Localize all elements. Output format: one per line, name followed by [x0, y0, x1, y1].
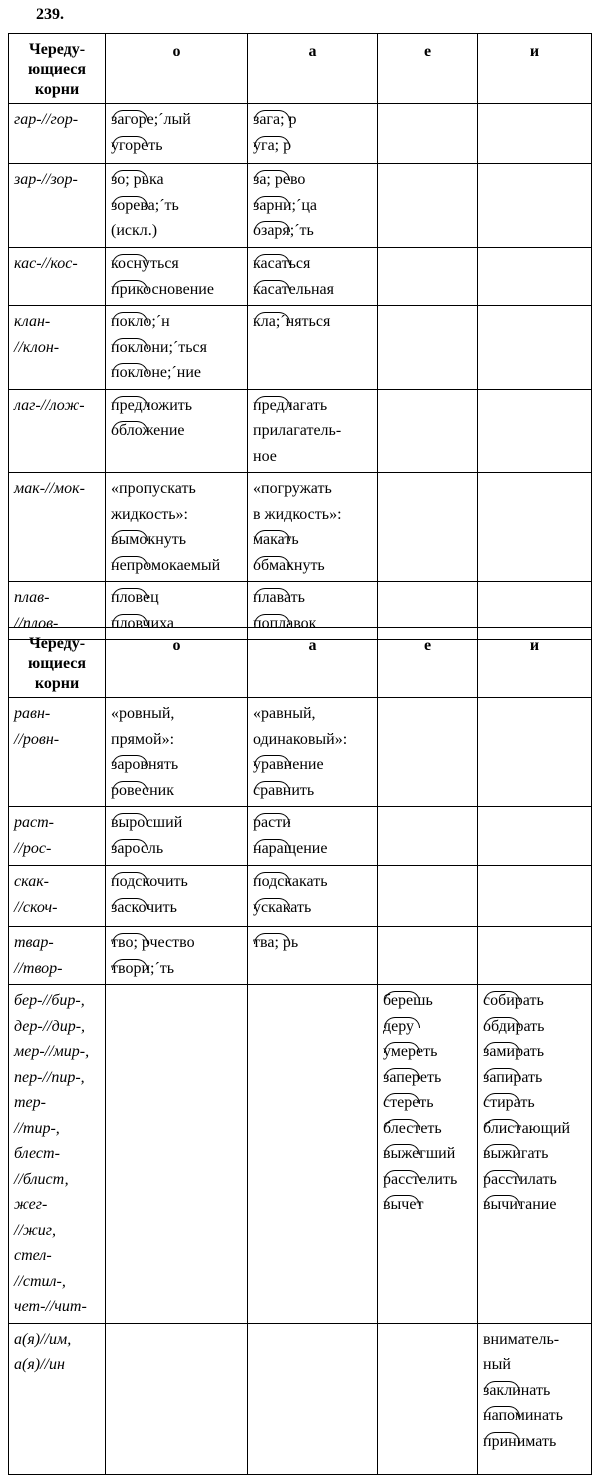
- cell-a: [248, 248, 378, 306]
- word: зага; р: [253, 107, 372, 133]
- word: уравнение: [253, 752, 372, 778]
- roots-table-part-2: [8, 627, 592, 1475]
- word: расстилать: [483, 1167, 586, 1193]
- roots-table-part-1: [8, 33, 592, 640]
- root-cell: [9, 306, 106, 390]
- word: жидкость»:: [111, 505, 188, 523]
- word: в жидкость»:: [253, 505, 342, 523]
- word: (искл.): [111, 222, 158, 239]
- word: стирать: [483, 1090, 586, 1116]
- root-line: //ровн-: [14, 730, 60, 748]
- cell-a: [248, 104, 378, 164]
- word: вымокнуть: [111, 527, 242, 553]
- word: выросший: [111, 810, 242, 836]
- word: обдирать: [483, 1014, 586, 1040]
- word: вниматель-: [483, 1330, 560, 1348]
- root-line: //клон-: [14, 338, 60, 356]
- table-row: [9, 389, 592, 473]
- cell-i: [478, 473, 592, 582]
- root-line: жег-: [14, 1196, 48, 1213]
- cell-e: [378, 985, 478, 1324]
- root-line: раст-: [14, 814, 54, 831]
- word: расстелить: [383, 1167, 472, 1193]
- word: одинаковый»:: [253, 730, 348, 748]
- word: зарни;´ца: [253, 193, 372, 219]
- cell-i: [478, 866, 592, 927]
- header-col-e: е: [378, 34, 478, 104]
- root-line: кас-//кос-: [14, 255, 78, 272]
- word: расти: [253, 810, 372, 836]
- table-row: [9, 807, 592, 866]
- root-line: //тир-,: [14, 1119, 60, 1137]
- cell-o: [106, 807, 248, 866]
- word: заскочить: [111, 895, 242, 921]
- root-line: тер-: [14, 1094, 46, 1111]
- word: твори;´ть: [111, 956, 242, 982]
- table-row: [9, 473, 592, 582]
- word: зо; рька: [111, 167, 242, 193]
- root-line: мер-//мир-,: [14, 1043, 90, 1060]
- word: прилагатель-: [253, 422, 342, 439]
- word: вычет: [383, 1192, 472, 1218]
- word: покло;´н: [111, 309, 242, 335]
- table-row: [9, 248, 592, 306]
- word: уга; р: [253, 133, 372, 159]
- root-cell: [9, 104, 106, 164]
- word: наращение: [253, 836, 372, 862]
- word: пловчиха: [111, 611, 242, 637]
- cell-a: [248, 473, 378, 582]
- word: коснуться: [111, 251, 242, 277]
- cell-o: [106, 104, 248, 164]
- cell-a: [248, 389, 378, 473]
- word: выжегший: [383, 1141, 472, 1167]
- cell-i: [478, 306, 592, 390]
- header-col-a: а: [248, 628, 378, 698]
- root-line: //стил-,: [14, 1272, 66, 1290]
- word: непромокаемый: [111, 553, 242, 579]
- table-row: [9, 698, 592, 807]
- header-col-i: и: [478, 34, 592, 104]
- cell-e: [378, 306, 478, 390]
- root-cell: [9, 1323, 106, 1474]
- word: вычитание: [483, 1192, 586, 1218]
- root-cell: [9, 164, 106, 248]
- word: плавать: [253, 585, 372, 611]
- root-line: //твор-: [14, 959, 63, 977]
- root-cell: [9, 866, 106, 927]
- word: подскочить: [111, 869, 242, 895]
- header-roots-line: корни: [34, 81, 80, 98]
- word: угореть: [111, 133, 242, 159]
- root-line: твар-: [14, 934, 54, 951]
- header-roots-line: ющиеся: [27, 61, 86, 78]
- root-line: клан-: [14, 313, 51, 330]
- cell-i: [478, 927, 592, 985]
- word: зорева;´ть: [111, 193, 242, 219]
- word: принимать: [483, 1429, 586, 1455]
- cell-a: [248, 985, 378, 1324]
- root-cell: [9, 807, 106, 866]
- root-cell: [9, 985, 106, 1324]
- table-row: [9, 1323, 592, 1474]
- cell-e: [378, 698, 478, 807]
- header-roots-line: Череду-: [28, 41, 86, 58]
- word: умереть: [383, 1039, 472, 1065]
- header-col-o: о: [106, 628, 248, 698]
- cell-o: [106, 985, 248, 1324]
- root-line: //скоч-: [14, 898, 58, 916]
- word: выжигать: [483, 1141, 586, 1167]
- word: тво; рчество: [111, 930, 242, 956]
- word: прикосновение: [111, 277, 242, 303]
- root-cell: [9, 473, 106, 582]
- root-line: дер-//дир-,: [14, 1017, 86, 1035]
- cell-i: [478, 1323, 592, 1474]
- table-row: [9, 306, 592, 390]
- cell-e: [378, 389, 478, 473]
- word: макать: [253, 527, 372, 553]
- root-cell: [9, 927, 106, 985]
- exercise-number: 239.: [36, 6, 64, 23]
- word: подскакать: [253, 869, 372, 895]
- word: замирать: [483, 1039, 586, 1065]
- header-roots-line: корни: [34, 675, 80, 692]
- cell-e: [378, 473, 478, 582]
- word: сравнить: [253, 778, 372, 804]
- cell-i: [478, 389, 592, 473]
- word: обмакнуть: [253, 553, 372, 579]
- word: загоре;´лый: [111, 107, 242, 133]
- cell-a: [248, 698, 378, 807]
- cell-i: [478, 164, 592, 248]
- word: обложение: [111, 418, 242, 444]
- word: за; рево: [253, 167, 372, 193]
- word: заклинать: [483, 1378, 586, 1404]
- root-line: гар-//гор-: [14, 111, 79, 128]
- word: «равный,: [253, 705, 316, 722]
- cell-o: [106, 698, 248, 807]
- cell-o: [106, 1323, 248, 1474]
- cell-o: [106, 389, 248, 473]
- root-line: стел-: [14, 1247, 52, 1264]
- word: «пропускать: [111, 480, 196, 497]
- cell-i: [478, 698, 592, 807]
- table-row: [9, 104, 592, 164]
- root-line: чет-//чит-: [14, 1298, 87, 1315]
- cell-e: [378, 927, 478, 985]
- word: блистающий: [483, 1116, 586, 1142]
- word: поклоне;´ние: [111, 360, 242, 386]
- root-line: зар-//зор-: [14, 171, 78, 188]
- word: поклони;´ться: [111, 335, 242, 361]
- header-roots: [9, 628, 106, 698]
- cell-e: [378, 104, 478, 164]
- cell-i: [478, 248, 592, 306]
- word: «ровный,: [111, 705, 175, 722]
- header-roots: [9, 34, 106, 104]
- cell-i: [478, 104, 592, 164]
- word: заросль: [111, 836, 242, 862]
- cell-e: [378, 866, 478, 927]
- root-line: а(я)//ин: [14, 1356, 65, 1373]
- word: заровнять: [111, 752, 242, 778]
- header-col-o: о: [106, 34, 248, 104]
- root-line: пер-//пир-,: [14, 1068, 85, 1086]
- word: ровесник: [111, 778, 242, 804]
- word: тва; рь: [253, 930, 372, 956]
- word: ускакать: [253, 895, 372, 921]
- word: прямой»:: [111, 730, 175, 748]
- word: ный: [483, 1356, 511, 1373]
- root-line: мак-//мок-: [14, 480, 85, 497]
- cell-o: [106, 164, 248, 248]
- root-line: равн-: [14, 705, 51, 722]
- word: «погружать: [253, 480, 332, 497]
- root-line: лаг-//лож-: [14, 396, 85, 414]
- root-cell: [9, 389, 106, 473]
- cell-o: [106, 248, 248, 306]
- cell-e: [378, 248, 478, 306]
- cell-a: [248, 1323, 378, 1474]
- header-col-a: а: [248, 34, 378, 104]
- root-cell: [9, 698, 106, 807]
- header-roots-line: ющиеся: [27, 655, 86, 672]
- header-col-e: е: [378, 628, 478, 698]
- header-col-i: и: [478, 628, 592, 698]
- word: запирать: [483, 1065, 586, 1091]
- word: озаря;´ть: [253, 218, 372, 244]
- root-line: блест-: [14, 1145, 60, 1162]
- word: стереть: [383, 1090, 472, 1116]
- root-line: //жиг,: [14, 1221, 57, 1239]
- cell-e: [378, 807, 478, 866]
- word: блестеть: [383, 1116, 472, 1142]
- cell-i: [478, 807, 592, 866]
- cell-a: [248, 866, 378, 927]
- table-row: [9, 985, 592, 1324]
- root-line: //рос-: [14, 839, 52, 857]
- cell-o: [106, 927, 248, 985]
- cell-a: [248, 927, 378, 985]
- root-line: плав-: [14, 589, 50, 606]
- word: кла;´няться: [253, 309, 372, 335]
- root-line: а(я)//им,: [14, 1330, 72, 1348]
- word: берешь: [383, 988, 472, 1014]
- word: ное: [253, 447, 277, 465]
- header-row: [9, 628, 592, 698]
- cell-i: [478, 985, 592, 1324]
- table-row: [9, 164, 592, 248]
- word: деру: [383, 1014, 472, 1040]
- word: предложить: [111, 393, 242, 419]
- word: пловец: [111, 585, 242, 611]
- header-row: [9, 34, 592, 104]
- word: напоминать: [483, 1403, 586, 1429]
- table-row: [9, 866, 592, 927]
- root-line: бер-//бир-,: [14, 992, 85, 1009]
- word: предлагать: [253, 393, 372, 419]
- cell-e: [378, 1323, 478, 1474]
- word: собирать: [483, 988, 586, 1014]
- root-line: скак-: [14, 873, 49, 890]
- root-cell: [9, 248, 106, 306]
- cell-o: [106, 866, 248, 927]
- root-line: //плов-: [14, 614, 59, 632]
- cell-a: [248, 306, 378, 390]
- word: запереть: [383, 1065, 472, 1091]
- word: касательная: [253, 277, 372, 303]
- table-row: [9, 927, 592, 985]
- cell-e: [378, 164, 478, 248]
- root-line: //блист,: [14, 1170, 69, 1188]
- cell-a: [248, 164, 378, 248]
- cell-a: [248, 807, 378, 866]
- word: поплавок: [253, 611, 372, 637]
- header-roots-line: Череду-: [28, 635, 86, 652]
- cell-o: [106, 473, 248, 582]
- cell-o: [106, 306, 248, 390]
- word: касаться: [253, 251, 372, 277]
